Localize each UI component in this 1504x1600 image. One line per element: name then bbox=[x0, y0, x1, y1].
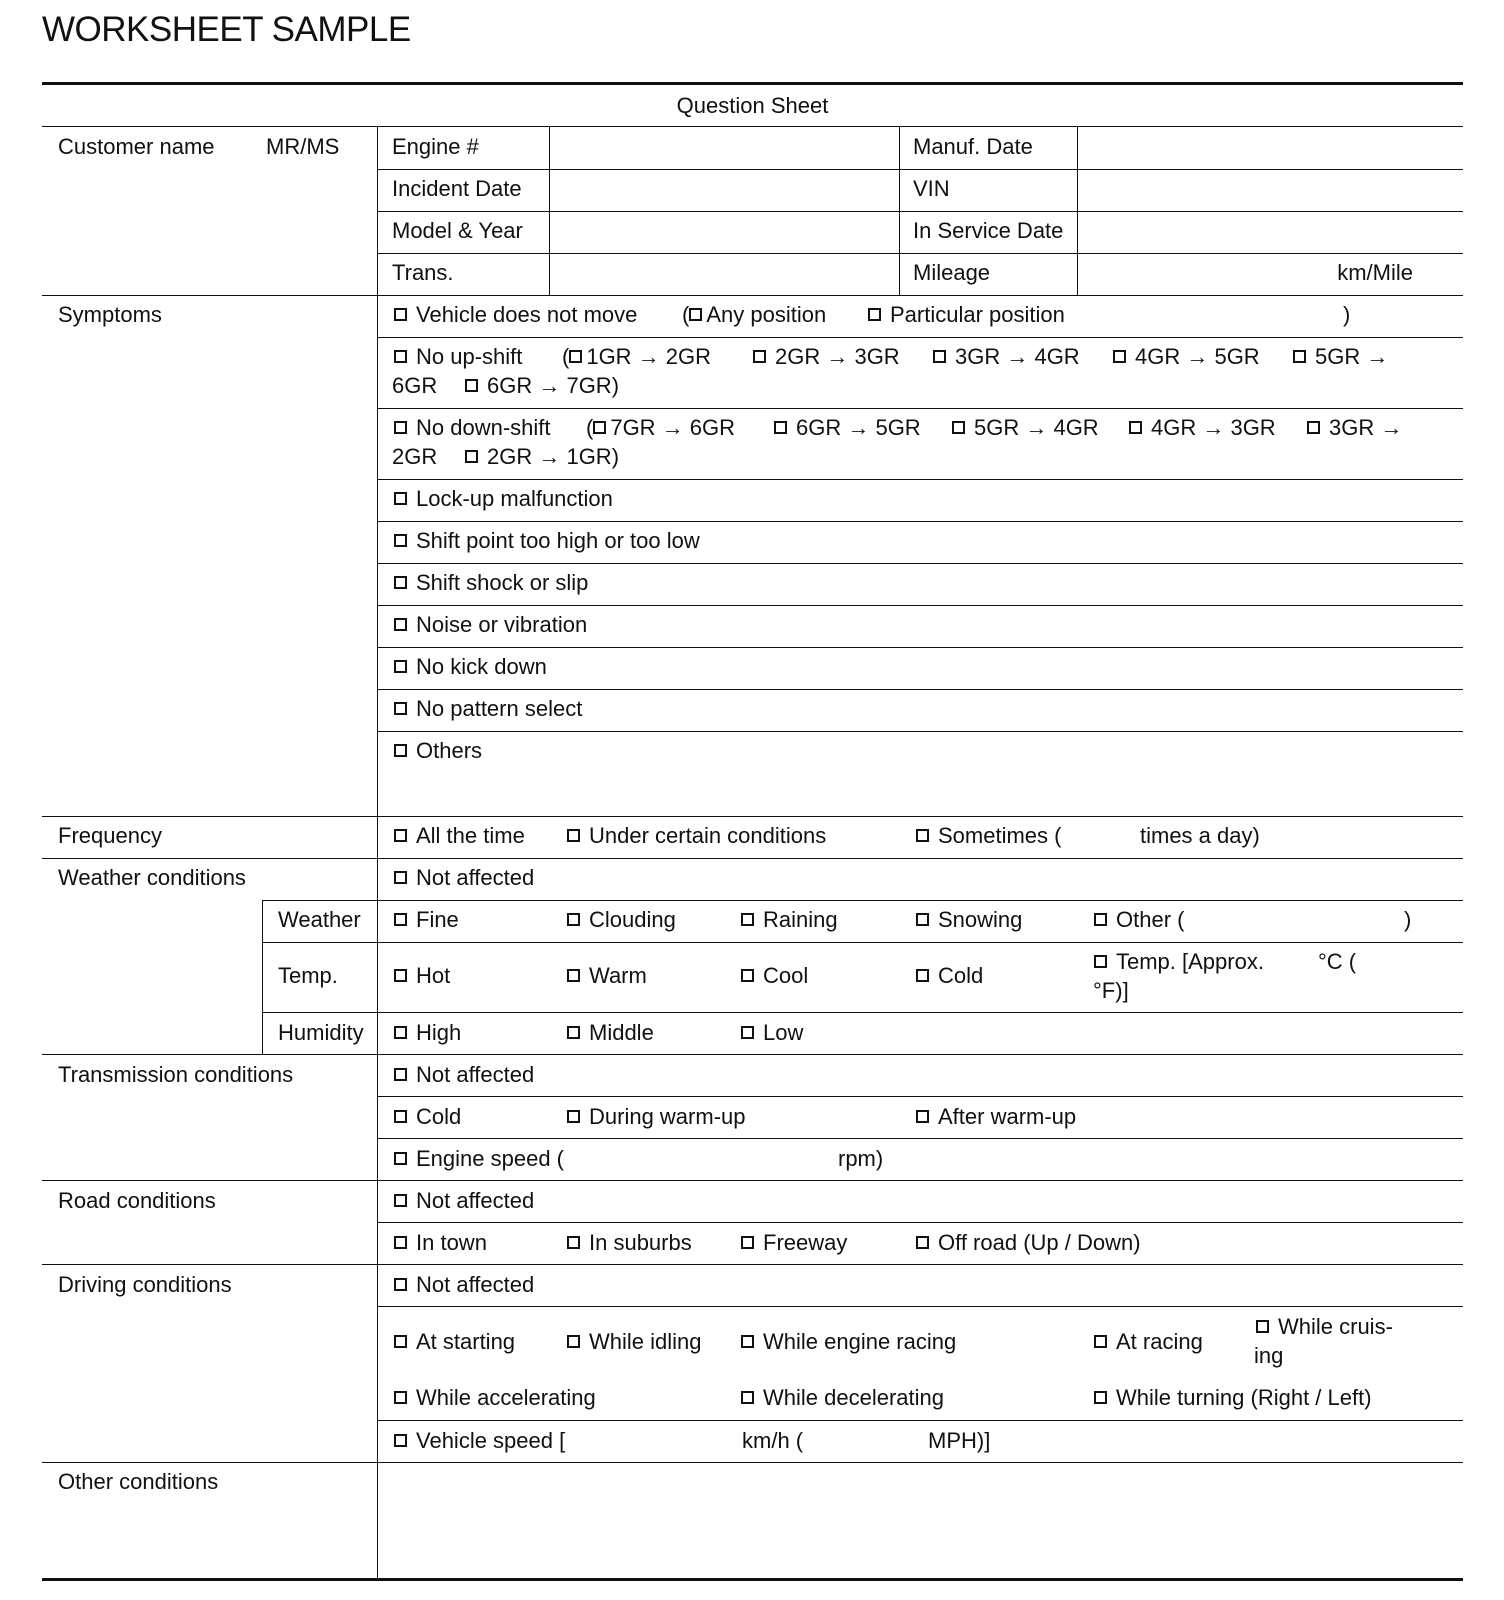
road-conditions-label: Road conditions bbox=[58, 1188, 216, 1213]
temp-cool[interactable] bbox=[741, 961, 808, 990]
divider bbox=[377, 211, 1463, 212]
checkbox[interactable] bbox=[952, 421, 965, 434]
option-label: Shift point too high or too low bbox=[416, 528, 700, 553]
weather-conditions-label: Weather conditions bbox=[58, 865, 246, 890]
checkbox[interactable] bbox=[394, 576, 407, 589]
checkbox[interactable] bbox=[916, 1110, 929, 1123]
option-label: During warm-up bbox=[589, 1104, 746, 1129]
road-freeway[interactable] bbox=[741, 1228, 847, 1257]
driving-turning[interactable] bbox=[1094, 1383, 1372, 1412]
option-label: Freeway bbox=[763, 1230, 848, 1255]
weather-other[interactable] bbox=[1094, 905, 1184, 934]
divider bbox=[377, 169, 1463, 170]
humidity-low[interactable] bbox=[741, 1018, 803, 1047]
divider bbox=[42, 816, 1463, 817]
option-label: 6GR → 7GR) bbox=[487, 373, 620, 398]
customer-name-label: Customer name bbox=[58, 134, 215, 159]
downshift-3-2-cont: 2GR bbox=[392, 444, 438, 469]
downshift-7-6[interactable]: ( 7GR → 6GR bbox=[586, 415, 736, 440]
page-title: WORKSHEET SAMPLE bbox=[42, 10, 411, 49]
driving-starting[interactable] bbox=[394, 1327, 515, 1356]
driving-mph: MPH)] bbox=[928, 1428, 991, 1453]
mileage-unit: km/Mile bbox=[1337, 260, 1413, 285]
symptom-others[interactable] bbox=[394, 736, 482, 765]
option-label: No down-shift bbox=[416, 415, 551, 440]
checkbox[interactable] bbox=[569, 350, 582, 363]
checkbox[interactable] bbox=[394, 829, 407, 842]
checkbox[interactable] bbox=[394, 421, 407, 434]
column-divider bbox=[262, 900, 263, 1054]
checkbox[interactable] bbox=[394, 871, 407, 884]
option-label: 1GR → 2GR bbox=[586, 344, 712, 369]
checkbox[interactable] bbox=[1307, 421, 1320, 434]
column-divider bbox=[549, 126, 550, 295]
upshift-3-4[interactable] bbox=[933, 342, 1080, 371]
option-label: While cruis- bbox=[1278, 1314, 1393, 1339]
divider bbox=[377, 1222, 1463, 1223]
checkbox[interactable] bbox=[916, 829, 929, 842]
temp-hot[interactable] bbox=[394, 961, 450, 990]
symptom-shift-point[interactable] bbox=[394, 526, 700, 555]
option-label: 3GR → 4GR bbox=[955, 344, 1080, 369]
driving-cruising[interactable] bbox=[1256, 1312, 1393, 1341]
temp-cold[interactable] bbox=[916, 961, 983, 990]
manuf-date-label: Manuf. Date bbox=[913, 134, 1033, 159]
transmission-engine-speed[interactable] bbox=[394, 1144, 564, 1173]
upshift-2-3[interactable] bbox=[753, 342, 900, 371]
option-label: 3GR → bbox=[1329, 415, 1403, 440]
checkbox[interactable] bbox=[394, 1152, 407, 1165]
option-label: In town bbox=[416, 1230, 487, 1255]
checkbox[interactable] bbox=[741, 913, 754, 926]
checkbox[interactable] bbox=[567, 913, 580, 926]
frequency-all-time[interactable] bbox=[394, 821, 525, 850]
checkbox[interactable] bbox=[593, 421, 606, 434]
temp-warm[interactable] bbox=[567, 961, 647, 990]
driving-conditions-label: Driving conditions bbox=[58, 1272, 232, 1297]
checkbox[interactable] bbox=[1094, 1335, 1107, 1348]
checkbox[interactable] bbox=[394, 1391, 407, 1404]
checkbox[interactable] bbox=[394, 1110, 407, 1123]
trans-label: Trans. bbox=[392, 260, 454, 285]
option-label: 4GR → 5GR bbox=[1135, 344, 1260, 369]
column-divider bbox=[377, 126, 378, 1581]
road-off-road[interactable] bbox=[916, 1228, 1141, 1257]
divider bbox=[377, 479, 1463, 480]
option-label: Any position bbox=[706, 302, 827, 327]
other-conditions-label: Other conditions bbox=[58, 1469, 219, 1494]
checkbox[interactable] bbox=[1129, 421, 1142, 434]
weather-not-affected[interactable] bbox=[394, 863, 534, 892]
transmission-after-warmup[interactable] bbox=[916, 1102, 1076, 1131]
option-label: Cold bbox=[416, 1104, 462, 1129]
option-label: At starting bbox=[416, 1329, 516, 1354]
divider bbox=[377, 521, 1463, 522]
divider bbox=[377, 253, 1463, 254]
customer-title-label: MR/MS bbox=[266, 134, 340, 159]
option-label: Lock-up malfunction bbox=[416, 486, 613, 511]
symptom-no-upshift[interactable] bbox=[394, 342, 522, 371]
option-label: 6GR → 5GR bbox=[796, 415, 921, 440]
checkbox[interactable] bbox=[567, 1110, 580, 1123]
divider bbox=[377, 647, 1463, 648]
divider bbox=[377, 731, 1463, 732]
column-divider bbox=[899, 126, 900, 295]
option-label: 7GR → 6GR bbox=[610, 415, 736, 440]
option-label: Hot bbox=[416, 963, 451, 988]
divider bbox=[377, 1096, 1463, 1097]
checkbox[interactable] bbox=[394, 1434, 407, 1447]
checkbox[interactable] bbox=[567, 1026, 580, 1039]
option-label: Other ( bbox=[1116, 907, 1185, 932]
checkbox[interactable] bbox=[394, 534, 407, 547]
checkbox[interactable] bbox=[465, 379, 478, 392]
close-paren: ) bbox=[1404, 907, 1412, 932]
divider bbox=[377, 1138, 1463, 1139]
model-year-label: Model & Year bbox=[392, 218, 523, 243]
checkbox[interactable] bbox=[1256, 1320, 1269, 1333]
option-label: No up-shift bbox=[416, 344, 523, 369]
divider bbox=[377, 1306, 1463, 1307]
option-label: No kick down bbox=[416, 654, 547, 679]
close-paren: ) bbox=[1343, 302, 1351, 327]
symptom-no-move[interactable] bbox=[394, 300, 637, 329]
checkbox[interactable] bbox=[394, 702, 407, 715]
divider bbox=[262, 942, 1463, 943]
option-label: Noise or vibration bbox=[416, 612, 588, 637]
checkbox[interactable] bbox=[394, 744, 407, 757]
checkbox[interactable] bbox=[741, 1236, 754, 1249]
temp-deg-c: °C ( bbox=[1318, 949, 1357, 974]
divider bbox=[42, 1180, 1463, 1181]
road-not-affected[interactable] bbox=[394, 1186, 534, 1215]
symptom-no-downshift[interactable] bbox=[394, 413, 551, 442]
checkbox[interactable] bbox=[741, 1026, 754, 1039]
temp-deg-f: °F)] bbox=[1093, 978, 1129, 1003]
option-label: Shift shock or slip bbox=[416, 570, 589, 595]
downshift-5-4[interactable] bbox=[952, 413, 1099, 442]
transmission-conditions-label: Transmission conditions bbox=[58, 1062, 294, 1087]
option-label: Off road (Up / Down) bbox=[938, 1230, 1141, 1255]
option-label: Particular position bbox=[890, 302, 1065, 327]
option-label: Not affected bbox=[416, 1062, 535, 1087]
upshift-5-6[interactable] bbox=[1293, 342, 1388, 371]
option-label: After warm-up bbox=[938, 1104, 1077, 1129]
driving-accelerating[interactable] bbox=[394, 1383, 596, 1412]
option-label: At racing bbox=[1116, 1329, 1203, 1354]
checkbox[interactable] bbox=[933, 350, 946, 363]
checkbox[interactable] bbox=[394, 308, 407, 321]
option-label: Snowing bbox=[938, 907, 1023, 932]
engine-number-label: Engine # bbox=[392, 134, 479, 159]
option-label: Vehicle does not move bbox=[416, 302, 638, 327]
sheet-title: Question Sheet bbox=[676, 93, 829, 118]
symptom-lockup[interactable] bbox=[394, 484, 613, 513]
option-label: While accelerating bbox=[416, 1385, 596, 1410]
checkbox[interactable] bbox=[394, 618, 407, 631]
checkbox[interactable] bbox=[394, 1194, 407, 1207]
option-label: Others bbox=[416, 738, 483, 763]
in-service-date-label: In Service Date bbox=[913, 218, 1064, 243]
checkbox[interactable] bbox=[1094, 955, 1107, 968]
checkbox[interactable] bbox=[916, 1236, 929, 1249]
divider bbox=[42, 126, 1463, 127]
symptom-pattern[interactable] bbox=[394, 694, 582, 723]
checkbox[interactable] bbox=[567, 969, 580, 982]
divider bbox=[42, 858, 1463, 859]
humidity-sub-label: Humidity bbox=[278, 1020, 364, 1045]
weather-raining[interactable] bbox=[741, 905, 838, 934]
divider bbox=[377, 689, 1463, 690]
checkbox[interactable] bbox=[1094, 913, 1107, 926]
frequency-sometimes[interactable] bbox=[916, 821, 1061, 850]
divider bbox=[262, 1012, 1463, 1013]
checkbox[interactable] bbox=[1293, 350, 1306, 363]
option-label: In suburbs bbox=[589, 1230, 692, 1255]
symptom-any-position[interactable]: ( Any position bbox=[682, 302, 827, 327]
driving-cruising-cont: ing bbox=[1254, 1343, 1284, 1368]
checkbox[interactable] bbox=[394, 1335, 407, 1348]
frequency-times-day: times a day) bbox=[1140, 823, 1260, 848]
driving-engine-racing[interactable] bbox=[741, 1327, 956, 1356]
checkbox[interactable] bbox=[465, 450, 478, 463]
humidity-high[interactable] bbox=[394, 1018, 461, 1047]
divider bbox=[377, 605, 1463, 606]
divider bbox=[42, 295, 1463, 296]
frequency-label: Frequency bbox=[58, 823, 162, 848]
upshift-4-5[interactable] bbox=[1113, 342, 1260, 371]
downshift-3-2[interactable] bbox=[1307, 413, 1402, 442]
option-label: While engine racing bbox=[763, 1329, 957, 1354]
road-town[interactable] bbox=[394, 1228, 487, 1257]
weather-fine[interactable] bbox=[394, 905, 459, 934]
driving-vehicle-speed[interactable] bbox=[394, 1426, 565, 1455]
upshift-6-7[interactable] bbox=[465, 371, 619, 400]
checkbox[interactable] bbox=[741, 969, 754, 982]
divider bbox=[42, 1054, 1463, 1055]
checkbox[interactable] bbox=[774, 421, 787, 434]
downshift-4-3[interactable] bbox=[1129, 413, 1276, 442]
option-label: Not affected bbox=[416, 1188, 535, 1213]
symptom-particular-position[interactable] bbox=[868, 300, 1065, 329]
temp-approx[interactable] bbox=[1094, 947, 1264, 976]
checkbox[interactable] bbox=[868, 308, 881, 321]
divider bbox=[262, 900, 1463, 901]
option-label: Vehicle speed [ bbox=[416, 1428, 566, 1453]
driving-kmh: km/h ( bbox=[742, 1428, 804, 1453]
checkbox[interactable] bbox=[753, 350, 766, 363]
option-label: Not affected bbox=[416, 865, 535, 890]
transmission-cold[interactable] bbox=[394, 1102, 461, 1131]
divider bbox=[377, 337, 1463, 338]
divider bbox=[377, 1420, 1463, 1421]
option-label: While turning (Right / Left) bbox=[1116, 1385, 1372, 1410]
checkbox[interactable] bbox=[567, 829, 580, 842]
checkbox[interactable] bbox=[916, 969, 929, 982]
upshift-5-6-cont: 6GR bbox=[392, 373, 438, 398]
weather-clouding[interactable] bbox=[567, 905, 676, 934]
mileage-label: Mileage bbox=[913, 260, 991, 285]
transmission-rpm: rpm) bbox=[838, 1146, 884, 1171]
incident-date-label: Incident Date bbox=[392, 176, 522, 201]
road-suburbs[interactable] bbox=[567, 1228, 692, 1257]
option-label: Raining bbox=[763, 907, 838, 932]
option-label: Warm bbox=[589, 963, 647, 988]
divider bbox=[42, 1264, 1463, 1265]
checkbox[interactable] bbox=[1094, 1391, 1107, 1404]
checkbox[interactable] bbox=[394, 1068, 407, 1081]
option-label: Cool bbox=[763, 963, 809, 988]
checkbox[interactable] bbox=[916, 913, 929, 926]
downshift-6-5[interactable] bbox=[774, 413, 921, 442]
question-sheet-form bbox=[42, 82, 1463, 1581]
option-label: No pattern select bbox=[416, 696, 583, 721]
driving-idling[interactable] bbox=[567, 1327, 702, 1356]
option-label: 2GR → 1GR) bbox=[487, 444, 620, 469]
checkbox[interactable] bbox=[741, 1335, 754, 1348]
option-label: Not affected bbox=[416, 1272, 535, 1297]
option-label: High bbox=[416, 1020, 462, 1045]
temp-sub-label: Temp. bbox=[278, 963, 338, 988]
divider bbox=[42, 1462, 1463, 1463]
divider bbox=[377, 408, 1463, 409]
transmission-not-affected[interactable] bbox=[394, 1060, 534, 1089]
option-label: Sometimes ( bbox=[938, 823, 1062, 848]
upshift-1-2[interactable]: ( 1GR → 2GR bbox=[562, 344, 712, 369]
divider bbox=[377, 563, 1463, 564]
checkbox[interactable] bbox=[741, 1391, 754, 1404]
checkbox[interactable] bbox=[567, 1236, 580, 1249]
option-label: Temp. [Approx. bbox=[1116, 949, 1264, 974]
option-label: Low bbox=[763, 1020, 804, 1045]
option-label: Cold bbox=[938, 963, 984, 988]
symptom-shift-shock[interactable] bbox=[394, 568, 588, 597]
option-label: 4GR → 3GR bbox=[1151, 415, 1276, 440]
option-label: 5GR → 4GR bbox=[974, 415, 1099, 440]
option-label: While decelerating bbox=[763, 1385, 944, 1410]
option-label: Under certain conditions bbox=[589, 823, 827, 848]
checkbox[interactable] bbox=[394, 969, 407, 982]
checkbox[interactable] bbox=[394, 350, 407, 363]
vin-label: VIN bbox=[913, 176, 950, 201]
symptom-noise[interactable] bbox=[394, 610, 587, 639]
checkbox[interactable] bbox=[394, 492, 407, 505]
weather-sub-label: Weather bbox=[278, 907, 361, 932]
checkbox[interactable] bbox=[689, 308, 702, 321]
checkbox[interactable] bbox=[394, 1026, 407, 1039]
checkbox[interactable] bbox=[394, 1236, 407, 1249]
symptom-kick-down[interactable] bbox=[394, 652, 547, 681]
checkbox[interactable] bbox=[567, 1335, 580, 1348]
driving-at-racing[interactable] bbox=[1094, 1327, 1203, 1356]
symptoms-label: Symptoms bbox=[58, 302, 162, 327]
checkbox[interactable] bbox=[394, 1278, 407, 1291]
option-label: Middle bbox=[589, 1020, 654, 1045]
option-label: 2GR → 3GR bbox=[775, 344, 900, 369]
checkbox[interactable] bbox=[394, 660, 407, 673]
checkbox[interactable] bbox=[1113, 350, 1126, 363]
weather-snowing[interactable] bbox=[916, 905, 1022, 934]
column-divider bbox=[1077, 126, 1078, 295]
driving-decelerating[interactable] bbox=[741, 1383, 944, 1412]
checkbox[interactable] bbox=[394, 913, 407, 926]
option-label: Engine speed ( bbox=[416, 1146, 564, 1171]
option-label: Clouding bbox=[589, 907, 676, 932]
option-label: 5GR → bbox=[1315, 344, 1389, 369]
option-label: All the time bbox=[416, 823, 525, 848]
option-label: While idling bbox=[589, 1329, 702, 1354]
downshift-2-1[interactable] bbox=[465, 442, 619, 471]
option-label: Fine bbox=[416, 907, 459, 932]
driving-not-affected[interactable] bbox=[394, 1270, 534, 1299]
frequency-certain[interactable] bbox=[567, 821, 826, 850]
transmission-warmup[interactable] bbox=[567, 1102, 746, 1131]
humidity-middle[interactable] bbox=[567, 1018, 654, 1047]
